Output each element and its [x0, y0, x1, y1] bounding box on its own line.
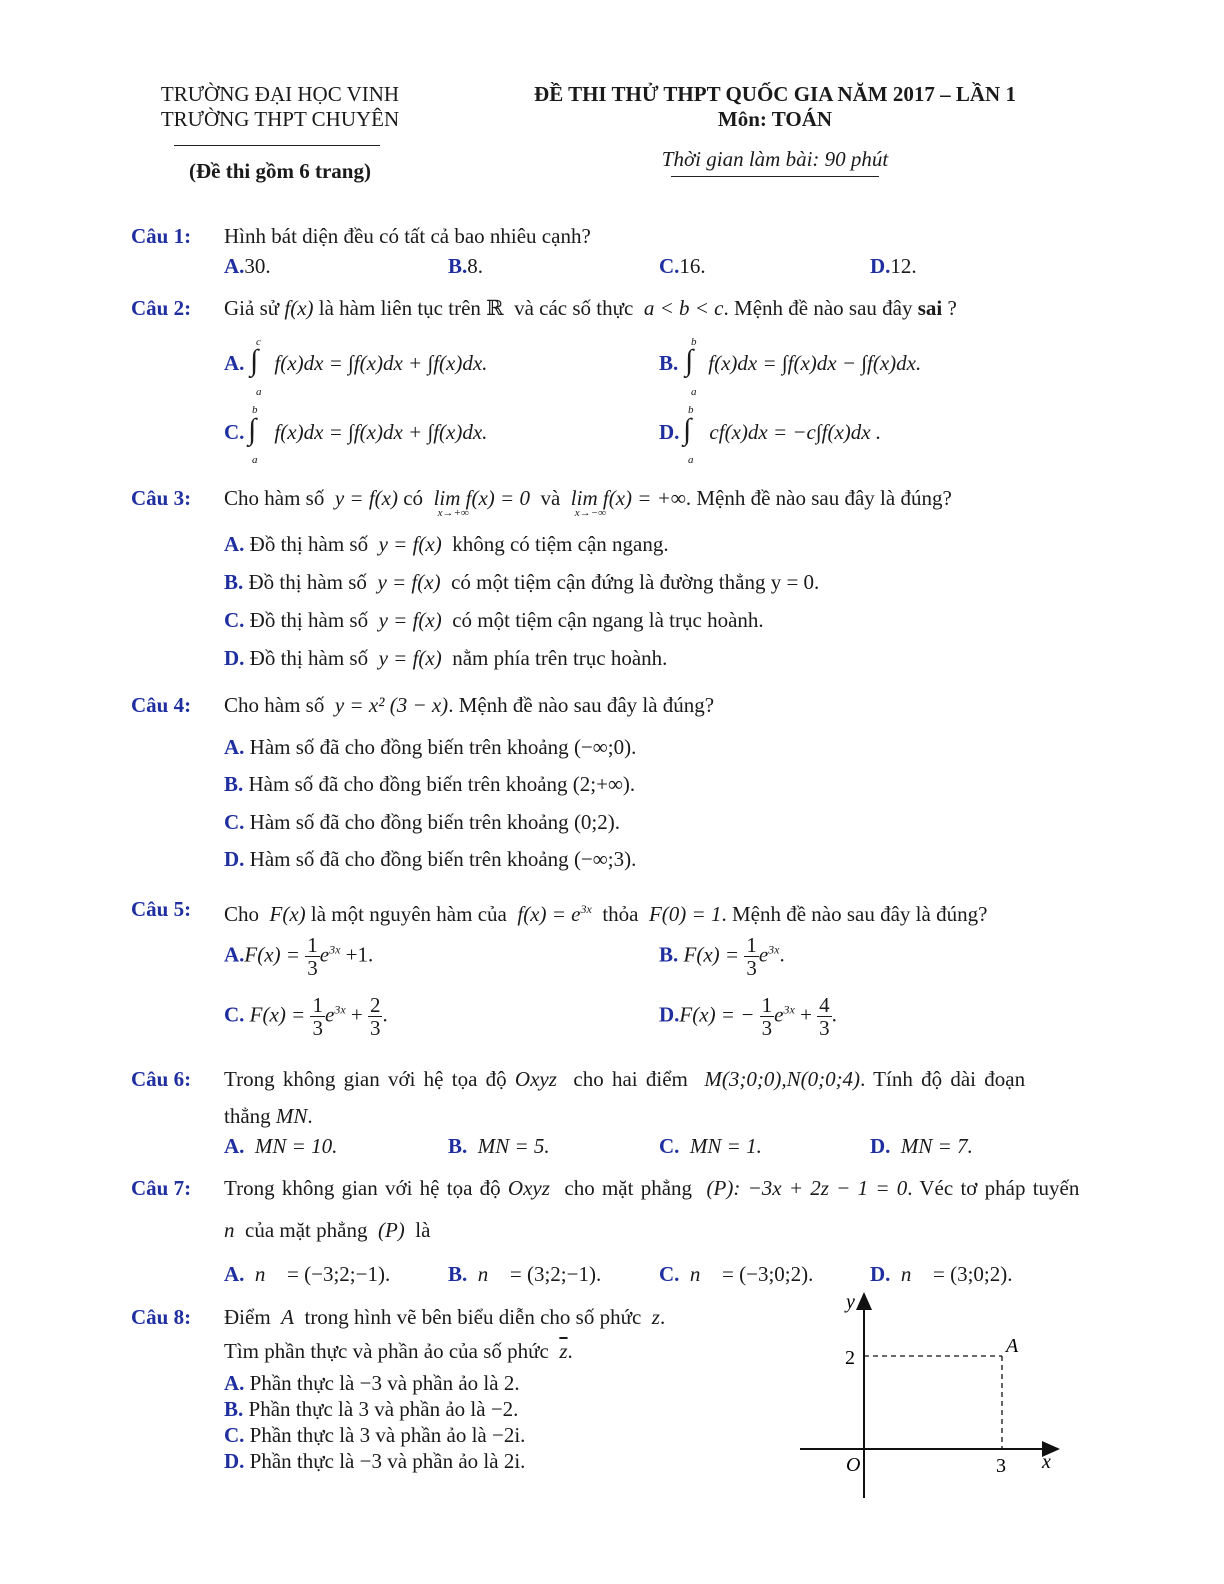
complex-plane-figure [790, 1288, 1070, 1508]
q8-option-d[interactable]: D. Phần thực là −3 và phần ảo là 2i. [224, 1449, 526, 1473]
point-label: A [1006, 1335, 1019, 1357]
exam-time: Thời gian làm bài: 90 phút [661, 147, 889, 171]
q1-text: Hình bát diện đều có tất cả bao nhiêu cạnh? [224, 224, 591, 248]
q6-text-2: thẳng MN. [224, 1104, 313, 1128]
q8-option-c[interactable]: C. Phần thực là 3 và phần ảo là −2i. [224, 1423, 526, 1447]
q3-text: Cho hàm số y = f(x) có lim f(x) = 0 x→+∞ và lim f(x) = +∞ x→−∞ . Mệnh đề nào sau đây là đúng? [224, 486, 952, 519]
q2-option-a[interactable]: A. f(x)dx = ∫f(x)dx + ∫f(x)dx. [224, 351, 488, 375]
q6-option-d[interactable]: D. MN = 7. [870, 1134, 973, 1158]
q8-option-b[interactable]: B. Phần thực là 3 và phần ảo là −2. [224, 1397, 519, 1421]
q4-option-b[interactable]: B. Hàm số đã cho đồng biến trên khoảng (2;+∞). [224, 772, 636, 796]
q5-label: Câu 5: [131, 897, 192, 921]
q2d-limits-1-low: a [688, 454, 694, 466]
x-axis-label: x [1042, 1451, 1051, 1473]
q7-label: Câu 7: [131, 1176, 192, 1200]
q3-option-a[interactable]: A. Đồ thị hàm số y = f(x) không có tiệm cận ngang. [224, 532, 669, 556]
origin-label: O [846, 1454, 861, 1476]
q2a-integral-1: ∫ [250, 344, 259, 377]
q2d-limits-1: b [688, 404, 694, 416]
q2-option-c[interactable]: C. f(x)dx = ∫f(x)dx + ∫f(x)dx. [224, 420, 488, 444]
exam-title: ĐỀ THI THỬ THPT QUỐC GIA NĂM 2017 – LẦN 1 [534, 82, 1016, 106]
q4-option-c[interactable]: C. Hàm số đã cho đồng biến trên khoảng (0;2). [224, 810, 621, 834]
q2-option-d[interactable]: D. cf(x)dx = −c∫f(x)dx . [659, 420, 882, 444]
tick-label-x: 3 [996, 1455, 1006, 1477]
q4-label: Câu 4: [131, 693, 192, 717]
q4-option-d[interactable]: D. Hàm số đã cho đồng biến trên khoảng (−∞;3). [224, 847, 637, 871]
q7-option-a[interactable]: A. n⃗ = (−3;2;−1). [224, 1262, 391, 1286]
q5-option-b[interactable]: B. F(x) = $\frac{1}{3}$ $e^{3x}$. [659, 933, 785, 980]
q8-label: Câu 8: [131, 1305, 192, 1329]
q6-option-a[interactable]: A. MN = 10. [224, 1134, 338, 1158]
q2c-limits-1: b [252, 404, 258, 416]
q4-text: Cho hàm số y = x² (3 − x). Mệnh đề nào sau đây là đúng? [224, 693, 715, 717]
q1-option-d[interactable]: D.12. [870, 254, 917, 278]
page-count: (Đề thi gồm 6 trang) [189, 159, 371, 183]
q5-text: Cho F(x) là một nguyên hàm của $f(x) = e^{3x}$ thỏa F(0) = 1. Mệnh đề nào sau đây là đúng? [224, 902, 988, 926]
q2-text: Giả sử f(x) là hàm liên tục trên ℝ và các số thực a < b < c. Mệnh đề nào sau đây sai ? [224, 296, 957, 320]
q6-option-b[interactable]: B. MN = 5. [448, 1134, 550, 1158]
q1-option-a[interactable]: A.30. [224, 254, 271, 278]
q2b-limits-1-low: a [691, 386, 697, 398]
q2c-limits-1-low: a [252, 454, 258, 466]
school-name-2: TRƯỜNG THPT CHUYÊN [160, 107, 400, 131]
q3-label: Câu 3: [131, 486, 192, 510]
q2b-limits-1: b [691, 336, 697, 348]
q8-text: Điểm A trong hình vẽ bên biểu diễn cho số phức z. [224, 1305, 666, 1329]
vector-n: n [224, 1218, 235, 1242]
header-divider-left [174, 145, 380, 146]
q2d-integral-1: ∫ [683, 413, 692, 446]
q2a-limits-1: c [256, 336, 261, 348]
q6-option-c[interactable]: C. MN = 1. [659, 1134, 762, 1158]
q3-option-c[interactable]: C. Đồ thị hàm số y = f(x) có một tiệm cận ngang là trục hoành. [224, 608, 764, 632]
q6-text: Trong không gian với hệ tọa độ Oxyz cho hai điểm M(3;0;0),N(0;0;4). Tính độ dài đoạn [224, 1067, 1026, 1091]
q7-option-c[interactable]: C. n⃗ = (−3;0;2). [659, 1262, 814, 1286]
tick-label-y: 2 [845, 1347, 855, 1369]
school-name-1: TRƯỜNG ĐẠI HỌC VINH [160, 82, 400, 106]
q7-option-b[interactable]: B. n⃗ = (3;2;−1). [448, 1262, 602, 1286]
q1-label: Câu 1: [131, 224, 192, 248]
q5-option-c[interactable]: C. F(x) = $\frac{1}{3}$ $e^{3x}$ + $\frac{2}{3}$ . [224, 993, 388, 1040]
q2-label: Câu 2: [131, 296, 192, 320]
q1-option-b[interactable]: B.8. [448, 254, 484, 278]
q8-text-2: Tìm phần thực và phần ảo của số phức $\overline{z}$. [224, 1339, 573, 1363]
q4-option-a[interactable]: A. Hàm số đã cho đồng biến trên khoảng (−∞;0). [224, 735, 637, 759]
q5-option-a[interactable]: A.F(x) = $\frac{1}{3}$ $e^{3x} +1$. [224, 933, 374, 980]
q7-text-2: n của mặt phẳng (P) là [224, 1218, 431, 1242]
header-divider-right [671, 176, 879, 177]
q2b-integral-1: ∫ [685, 344, 694, 377]
q2a-limits-1-low: a [256, 386, 262, 398]
q2c-integral-1: ∫ [248, 413, 257, 446]
q8-option-a[interactable]: A. Phần thực là −3 và phần ảo là 2. [224, 1371, 520, 1395]
q1-option-c[interactable]: C.16. [659, 254, 706, 278]
q2-option-b[interactable]: B. f(x)dx = ∫f(x)dx − ∫f(x)dx. [659, 351, 922, 375]
q7-option-d[interactable]: D. n⃗ = (3;0;2). [870, 1262, 1013, 1286]
q6-label: Câu 6: [131, 1067, 192, 1091]
q5-option-d[interactable]: D.F(x) = − $\frac{1}{3}$ $e^{3x}$ + $\frac{4}{3}$ . [659, 993, 837, 1040]
q3-option-d[interactable]: D. Đồ thị hàm số y = f(x) nằm phía trên trục hoành. [224, 646, 668, 670]
subject: Môn: TOÁN [717, 107, 833, 131]
q3-option-b[interactable]: B. Đồ thị hàm số y = f(x) có một tiệm cận đứng là đường thẳng y = 0. [224, 570, 820, 594]
q7-text: Trong không gian với hệ tọa độ Oxyz cho mặt phẳng (P): −3x + 2z − 1 = 0. Véc tơ pháp tuyến [224, 1176, 1080, 1200]
y-axis-label: y [846, 1291, 855, 1313]
